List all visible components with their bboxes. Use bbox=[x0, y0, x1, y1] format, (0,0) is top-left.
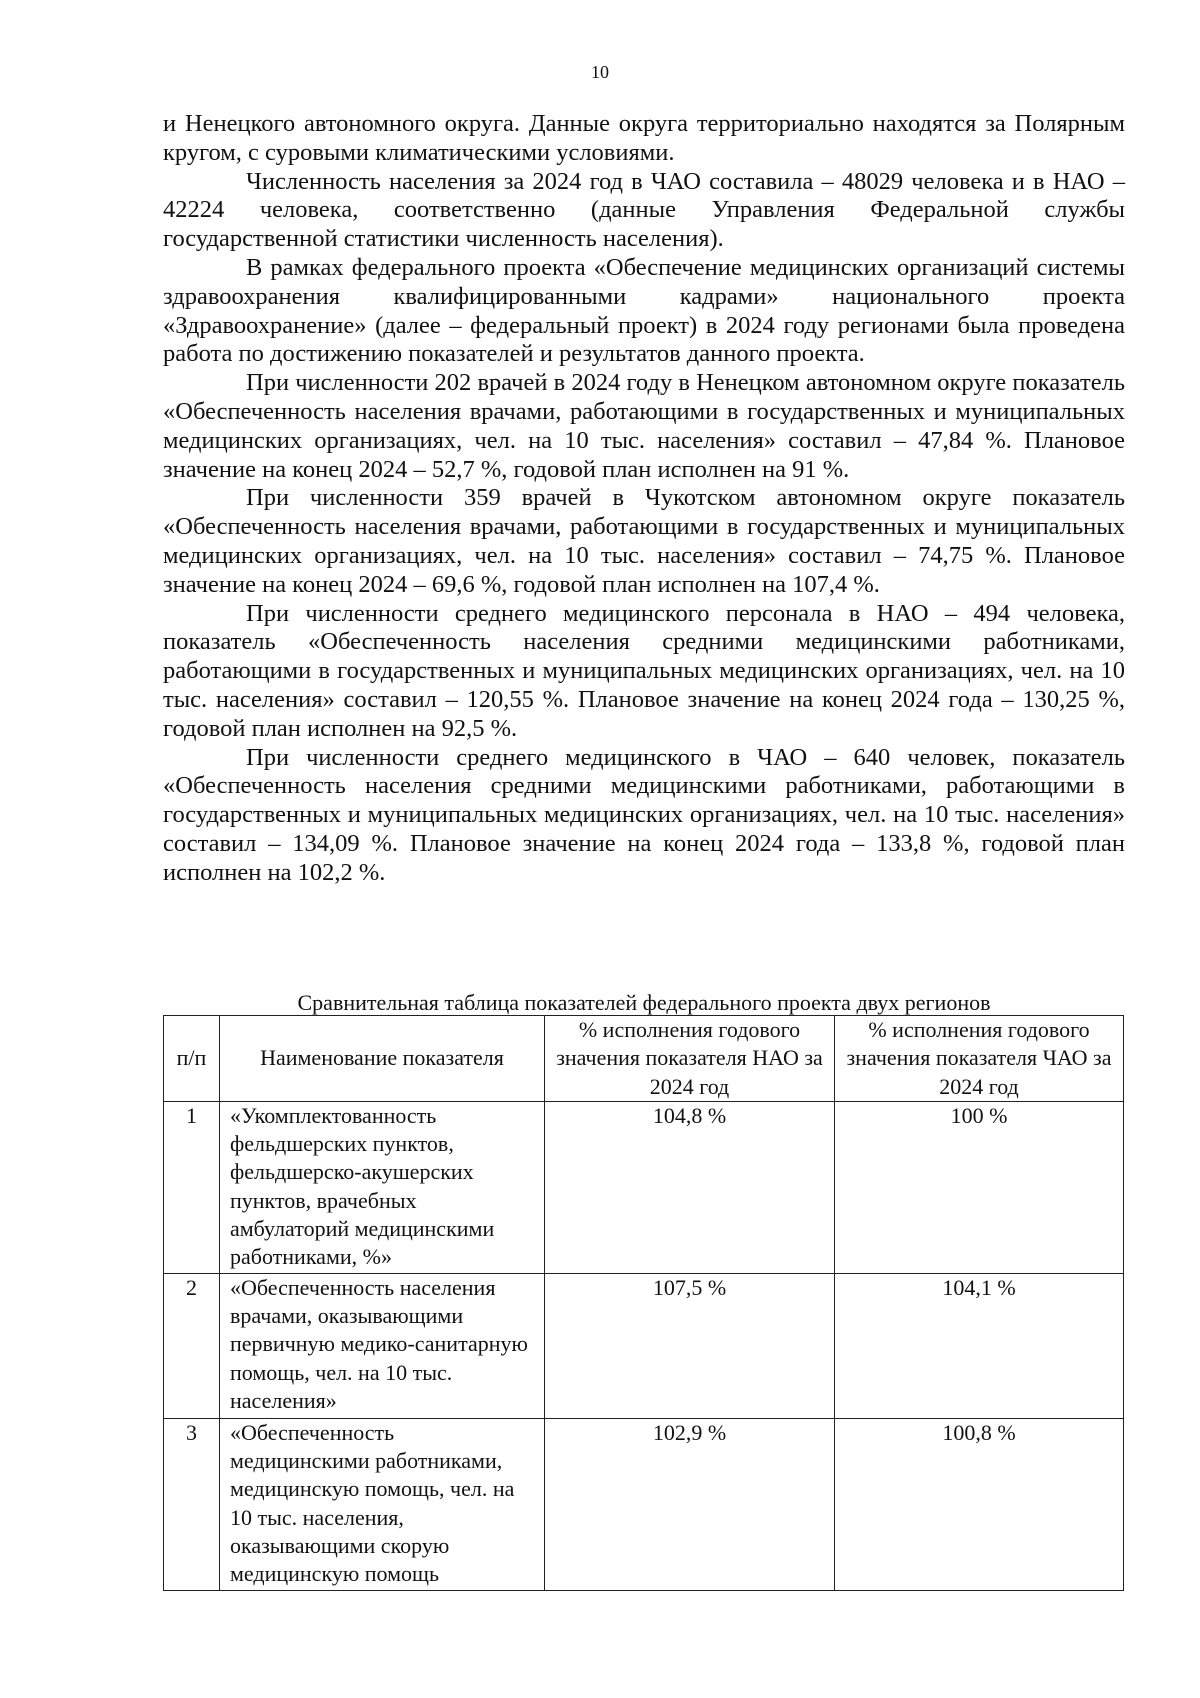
nao-value: 104,8 % bbox=[545, 1102, 835, 1274]
row-number: 2 bbox=[164, 1274, 220, 1419]
header-chao-percent: % исполнения годового значения показателя ЧАО за 2024 год bbox=[835, 1016, 1124, 1102]
nao-value: 102,9 % bbox=[545, 1419, 835, 1591]
chao-value: 104,1 % bbox=[835, 1274, 1124, 1419]
row-number: 3 bbox=[164, 1419, 220, 1591]
header-nao-percent: % исполнения годового значения показателя НАО за 2024 год bbox=[545, 1016, 835, 1102]
chao-value: 100 % bbox=[835, 1102, 1124, 1274]
table-row bbox=[164, 1274, 1124, 1419]
indicator-name: «Обеспеченность населения врачами, оказывающими первичную медико-санитарную помощь, чел. на 10 тыс. населения» bbox=[220, 1274, 545, 1419]
indicator-name: «Укомплектованность фельдшерских пунктов, фельдшерско-акушерских пунктов, врачебных амбулаторий медицинскими работниками, %» bbox=[220, 1102, 545, 1274]
comparison-table bbox=[163, 1015, 1124, 1591]
paragraph: В рамках федерального проекта «Обеспечение медицинских организаций системы здравоохранения квалифицированными кадрами» национального проекта «Здравоохранение» (далее – федеральный проект) в 2024 году регионами была проведена работа по достижению показателей и результатов данного проекта. bbox=[163, 253, 1125, 368]
header-indicator-name: Наименование показателя bbox=[220, 1016, 545, 1102]
table-row bbox=[164, 1419, 1124, 1591]
paragraph: При численности среднего медицинского в ЧАО – 640 человек, показатель «Обеспеченность населения средними медицинскими работниками, работающими в государственных и муниципальных медицинских организациях, чел. на 10 тыс. населения» составил – 134,09 %. Плановое значение на конец 2024 года – 133,8 %, годовой план исполнен на 102,2 %. bbox=[163, 743, 1125, 886]
table-header-row bbox=[164, 1016, 1124, 1102]
nao-value: 107,5 % bbox=[545, 1274, 835, 1419]
paragraph: При численности 202 врачей в 2024 году в Ненецком автономном округе показатель «Обеспеченность населения врачами, работающими в государственных и муниципальных медицинских организациях, чел. на 10 тыс. населения» составил – 47,84 %. Плановое значение на конец 2024 – 52,7 %, годовой план исполнен на 91 %. bbox=[163, 369, 1125, 483]
table-row bbox=[164, 1102, 1124, 1274]
row-number: 1 bbox=[164, 1102, 220, 1274]
page-number: 10 bbox=[591, 62, 609, 82]
header-row-number: п/п bbox=[164, 1016, 220, 1102]
paragraph: Численность населения за 2024 год в ЧАО составила – 48029 человека и в НАО – 42224 человека, соответственно (данные Управления Федеральной службы государственной статистики численность населения). bbox=[163, 167, 1125, 253]
indicator-name: «Обеспеченность медицинскими работниками, медицинскую помощь, чел. на 10 тыс. населения, оказывающими скорую медицинскую помощь bbox=[220, 1419, 545, 1591]
body-text bbox=[163, 110, 1125, 888]
paragraph: и Ненецкого автономного округа. Данные округа территориально находятся за Полярным кругом, с суровыми климатическими условиями. bbox=[163, 110, 1125, 166]
comparison-table-wrapper bbox=[163, 1015, 1123, 1591]
paragraph: При численности 359 врачей в Чукотском автономном округе показатель «Обеспеченность населения врачами, работающими в государственных и муниципальных медицинских организациях, чел. на 10 тыс. населения» составил – 74,75 %. Плановое значение на конец 2024 – 69,6 %, годовой план исполнен на 107,4 %. bbox=[163, 484, 1125, 598]
chao-value: 100,8 % bbox=[835, 1419, 1124, 1591]
paragraph: При численности среднего медицинского персонала в НАО – 494 человека, показатель «Обеспеченность населения средними медицинскими работниками, работающими в государственных и муниципальных медицинских организациях, чел. на 10 тыс. населения» составил – 120,55 %. Плановое значение на конец 2024 года – 130,25 %, годовой план исполнен на 92,5 %. bbox=[163, 599, 1125, 742]
table-caption: Сравнительная таблица показателей федерального проекта двух регионов bbox=[297, 990, 991, 1015]
